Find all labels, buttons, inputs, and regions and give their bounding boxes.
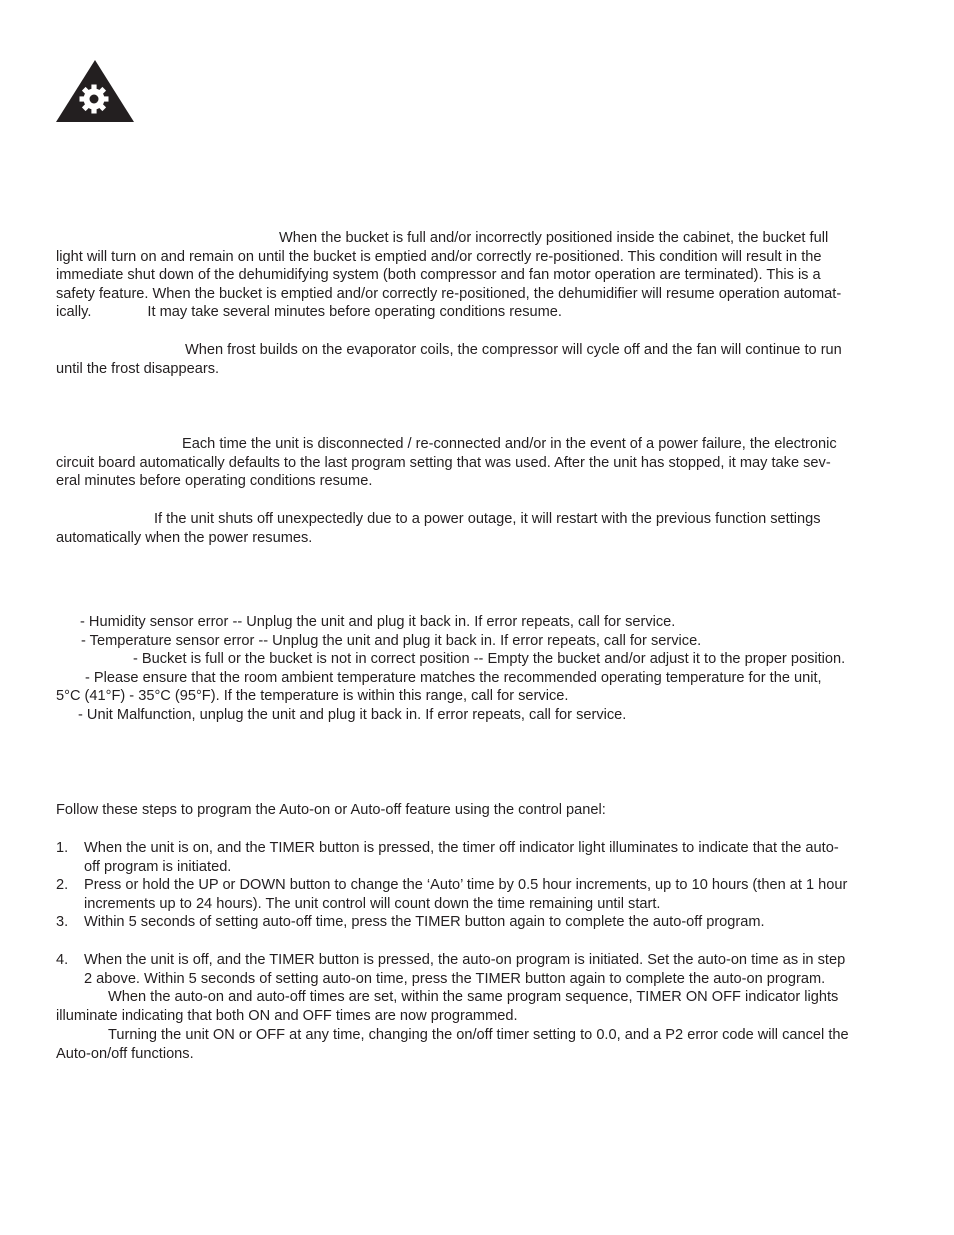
defrost-paragraph: [56, 341, 906, 378]
text-line: until the frost disappears.: [56, 360, 220, 377]
text-line: safety feature. When the bucket is emptied and/or correctly re-positioned, the dehumidifier will resume operation automat-: [56, 285, 842, 302]
step-text: Within 5 seconds of setting auto-off time, press the TIMER button again to complete the auto-off program.: [84, 914, 765, 930]
text-line: immediate shut down of the dehumidifying system (both compressor and fan motor operation are terminated). This is a: [56, 267, 821, 284]
step-number: 2.: [56, 877, 69, 893]
auto-restart-paragraph: [56, 510, 906, 547]
step-text: 2 above. Within 5 seconds of setting auto-on time, press the TIMER button again to complete the auto-on program.: [84, 970, 826, 987]
timer-step-1: [56, 839, 906, 876]
timer-note-1: [56, 988, 906, 1025]
timer-note-2: [56, 1026, 906, 1063]
memory-paragraph: [56, 435, 906, 491]
error-code-item: - Humidity sensor error -- Unplug the unit and plug it back in. If error repeats, call for service.: [80, 614, 676, 630]
timer-step-2: [56, 876, 906, 913]
step-text: When the unit is on, and the TIMER button is pressed, the timer off indicator light illuminates to indicate that the auto-: [84, 840, 839, 856]
text-line: When the auto-on and auto-off times are set, within the same program sequence, TIMER ON OFF indicator lights: [108, 989, 839, 1005]
step-text: off program is initiated.: [84, 858, 232, 875]
text-line: When frost builds on the evaporator coils, the compressor will cycle off and the fan will continue to run: [185, 342, 842, 358]
bucket-full-paragraph: [56, 229, 906, 322]
error-code-item: 5°C (41°F) - 35°C (95°F). If the temperature is within this range, call for service.: [56, 688, 569, 705]
text-line: Turning the unit ON or OFF at any time, changing the on/off timer setting to 0.0, and a P2 error code will cancel the: [108, 1027, 849, 1043]
text-line: If the unit shuts off unexpectedly due to a power outage, it will restart with the previous function settings: [154, 511, 821, 527]
text-line: Auto-on/off functions.: [56, 1045, 194, 1062]
text-line: automatically when the power resumes.: [56, 529, 313, 546]
text-line: eral minutes before operating conditions resume.: [56, 473, 373, 490]
step-number: 4.: [56, 952, 69, 968]
error-code-item: - Please ensure that the room ambient temperature matches the recommended operating temperature for the unit,: [85, 669, 822, 686]
step-text: Press or hold the UP or DOWN button to change the ‘Auto’ time by 0.5 hour increments, up to 10 hours (then at 1 hour: [84, 877, 848, 893]
text-line: circuit board automatically defaults to the last program setting that was used. After the unit has stopped, it may take sev-: [56, 454, 831, 471]
text-line: When the bucket is full and/or incorrectly positioned inside the cabinet, the bucket full: [279, 230, 829, 246]
timer-step-3: [56, 913, 906, 932]
step-text: increments up to 24 hours). The unit control will count down the time remaining until start.: [84, 895, 661, 912]
text-segment: It may take several minutes before operating conditions resume.: [147, 304, 562, 321]
error-code-item: - Unit Malfunction, unplug the unit and plug it back in. If error repeats, call for service.: [78, 706, 627, 723]
text-line: illuminate indicating that both ON and OFF times are now programmed.: [56, 1007, 518, 1024]
text-line: Each time the unit is disconnected / re-connected and/or in the event of a power failure, the electronic: [182, 436, 837, 452]
error-code-item: - Temperature sensor error -- Unplug the unit and plug it back in. If error repeats, call for service.: [81, 632, 702, 649]
step-number: 1.: [56, 840, 69, 856]
text-segment: ically.: [56, 304, 92, 321]
error-code-item: - Bucket is full or the bucket is not in correct position -- Empty the bucket and/or adjust it to the proper position.: [133, 651, 846, 668]
timer-intro: Follow these steps to program the Auto-on or Auto-off feature using the control panel:: [56, 802, 606, 818]
gear-warning-triangle-icon: [56, 60, 134, 122]
text-line: light will turn on and remain on until the bucket is emptied and/or correctly re-positioned. This condition will result in the: [56, 248, 822, 265]
error-codes-list: [56, 613, 906, 725]
step-number: 3.: [56, 914, 69, 930]
step-text: When the unit is off, and the TIMER button is pressed, the auto-on program is initiated. Set the auto-on time as in step: [84, 952, 846, 968]
timer-step-4: [56, 951, 906, 988]
